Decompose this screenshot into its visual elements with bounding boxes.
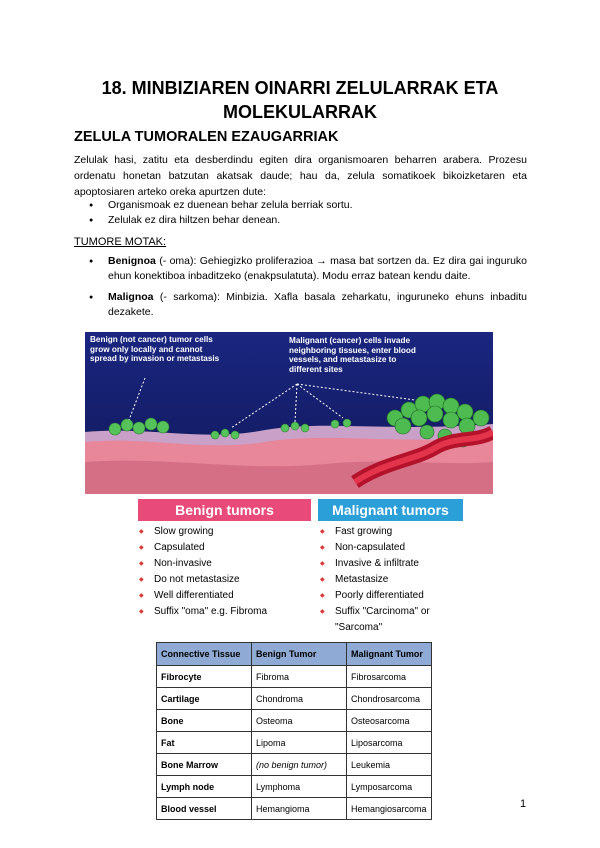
list-item: ◆ Slow growing	[137, 524, 312, 540]
malignant-tumors-header: Malignant tumors	[318, 499, 463, 521]
list-item: ● Zelulak ez dira hiltzen behar denean.	[74, 213, 527, 228]
table-cell: Fibrocyte	[157, 666, 252, 688]
list-item: ◆ Fast growing	[318, 524, 478, 540]
table-cell: Cartilage	[157, 688, 252, 710]
table-row	[157, 776, 432, 798]
list-item: ● Organismoak ez duenean behar zelula berriak sortu.	[74, 198, 527, 213]
table-cell: Blood vessel	[157, 798, 252, 820]
list-item	[74, 254, 527, 284]
table-cell: Hemangioma	[252, 798, 347, 820]
malignant-characteristics-list	[318, 524, 478, 636]
table-header-row	[157, 643, 432, 666]
list-item: ◆ Invasive & infiltrate	[318, 556, 478, 572]
tumor-illustration	[85, 332, 493, 494]
table-header: Benign Tumor	[252, 643, 347, 666]
list-item: ◆ Capsulated	[137, 540, 312, 556]
table-cell: (no benign tumor)	[252, 754, 347, 776]
malignant-cell-label: Malignant (cancer) cells invade neighboring tissues, enter blood vessels, and metastasize to different sites	[289, 336, 416, 374]
table-cell: Lipoma	[252, 732, 347, 754]
definition-malignant: (- sarkoma): Minbizia. Xafla basala zeharkatu, inguruneko ehuns inbaditu dezakete.	[108, 291, 527, 318]
intro-paragraph: Zelulak hasi, zatitu eta desberdindu egiten dira organismoaren beharren arabera. Prozesu ordenatu honetan batzutan akatsak daude; hau da, zelula somatikoek bikoizketaren eta apoptosiaren arteko oreka apurtzen dute:	[74, 154, 527, 198]
term-malignant: Malignoa	[108, 291, 154, 303]
table-cell: Fibrosarcoma	[347, 666, 432, 688]
intro-bullet-list	[74, 198, 527, 228]
list-item: ◆ Suffix "Carcinoma" or "Sarcoma"	[318, 604, 478, 636]
table-cell: Osteoma	[252, 710, 347, 732]
list-item: ◆ Suffix "oma" e.g. Fibroma	[137, 604, 312, 620]
term-benign: Benignoa	[108, 255, 156, 267]
table-cell: Lymposarcoma	[347, 776, 432, 798]
list-item: ◆ Non-capsulated	[318, 540, 478, 556]
table-header: Malignant Tumor	[347, 643, 432, 666]
page-number: 1	[520, 798, 527, 810]
table-row	[157, 754, 432, 776]
table-cell: Chondroma	[252, 688, 347, 710]
table-row	[157, 710, 432, 732]
table-cell: Lymphoma	[252, 776, 347, 798]
table-cell: Hemangiosarcoma	[347, 798, 432, 820]
table-cell: Liposarcoma	[347, 732, 432, 754]
benign-cell-label: Benign (not cancer) tumor cells grow only locally and cannot spread by invasion or metastasis	[90, 335, 220, 363]
page-title: 18. MINBIZIAREN OINARRI ZELULARRAK ETA MOLEKULARRAK	[101, 78, 499, 122]
definition-benign: (- oma): Gehiegizko proliferazioa → masa bat sortzen da. Ez dira gai inguruko ehun konektiboa inbaditzeko (enakpsulatuta). Modu erraz batean kendu daite.	[108, 255, 527, 282]
table-cell: Osteosarcoma	[347, 710, 432, 732]
table-header: Connective Tissue	[157, 643, 252, 666]
list-item: ◆ Well differentiated	[137, 588, 312, 604]
list-item	[74, 290, 527, 320]
connective-tissue-table	[156, 642, 432, 820]
benign-characteristics-list	[137, 524, 312, 620]
list-item: ◆ Do not metastasize	[137, 572, 312, 588]
table-row	[157, 666, 432, 688]
benign-tumors-header: Benign tumors	[138, 499, 311, 521]
table-cell: Chondrosarcoma	[347, 688, 432, 710]
subheading-tumor-types: TUMORE MOTAK:	[74, 236, 167, 248]
table-row	[157, 798, 432, 820]
table-cell: Bone Marrow	[157, 754, 252, 776]
table-cell: Fibroma	[252, 666, 347, 688]
list-item: ◆ Poorly differentiated	[318, 588, 478, 604]
section-heading: ZELULA TUMORALEN EZAUGARRIAK	[74, 129, 339, 145]
table-cell: Leukemia	[347, 754, 432, 776]
tumor-types-list	[74, 254, 527, 320]
list-item: ◆ Non-invasive	[137, 556, 312, 572]
table-cell: Bone	[157, 710, 252, 732]
list-item: ◆ Metastasize	[318, 572, 478, 588]
table-row	[157, 688, 432, 710]
table-cell: Lymph node	[157, 776, 252, 798]
table-row	[157, 732, 432, 754]
table-cell: Fat	[157, 732, 252, 754]
